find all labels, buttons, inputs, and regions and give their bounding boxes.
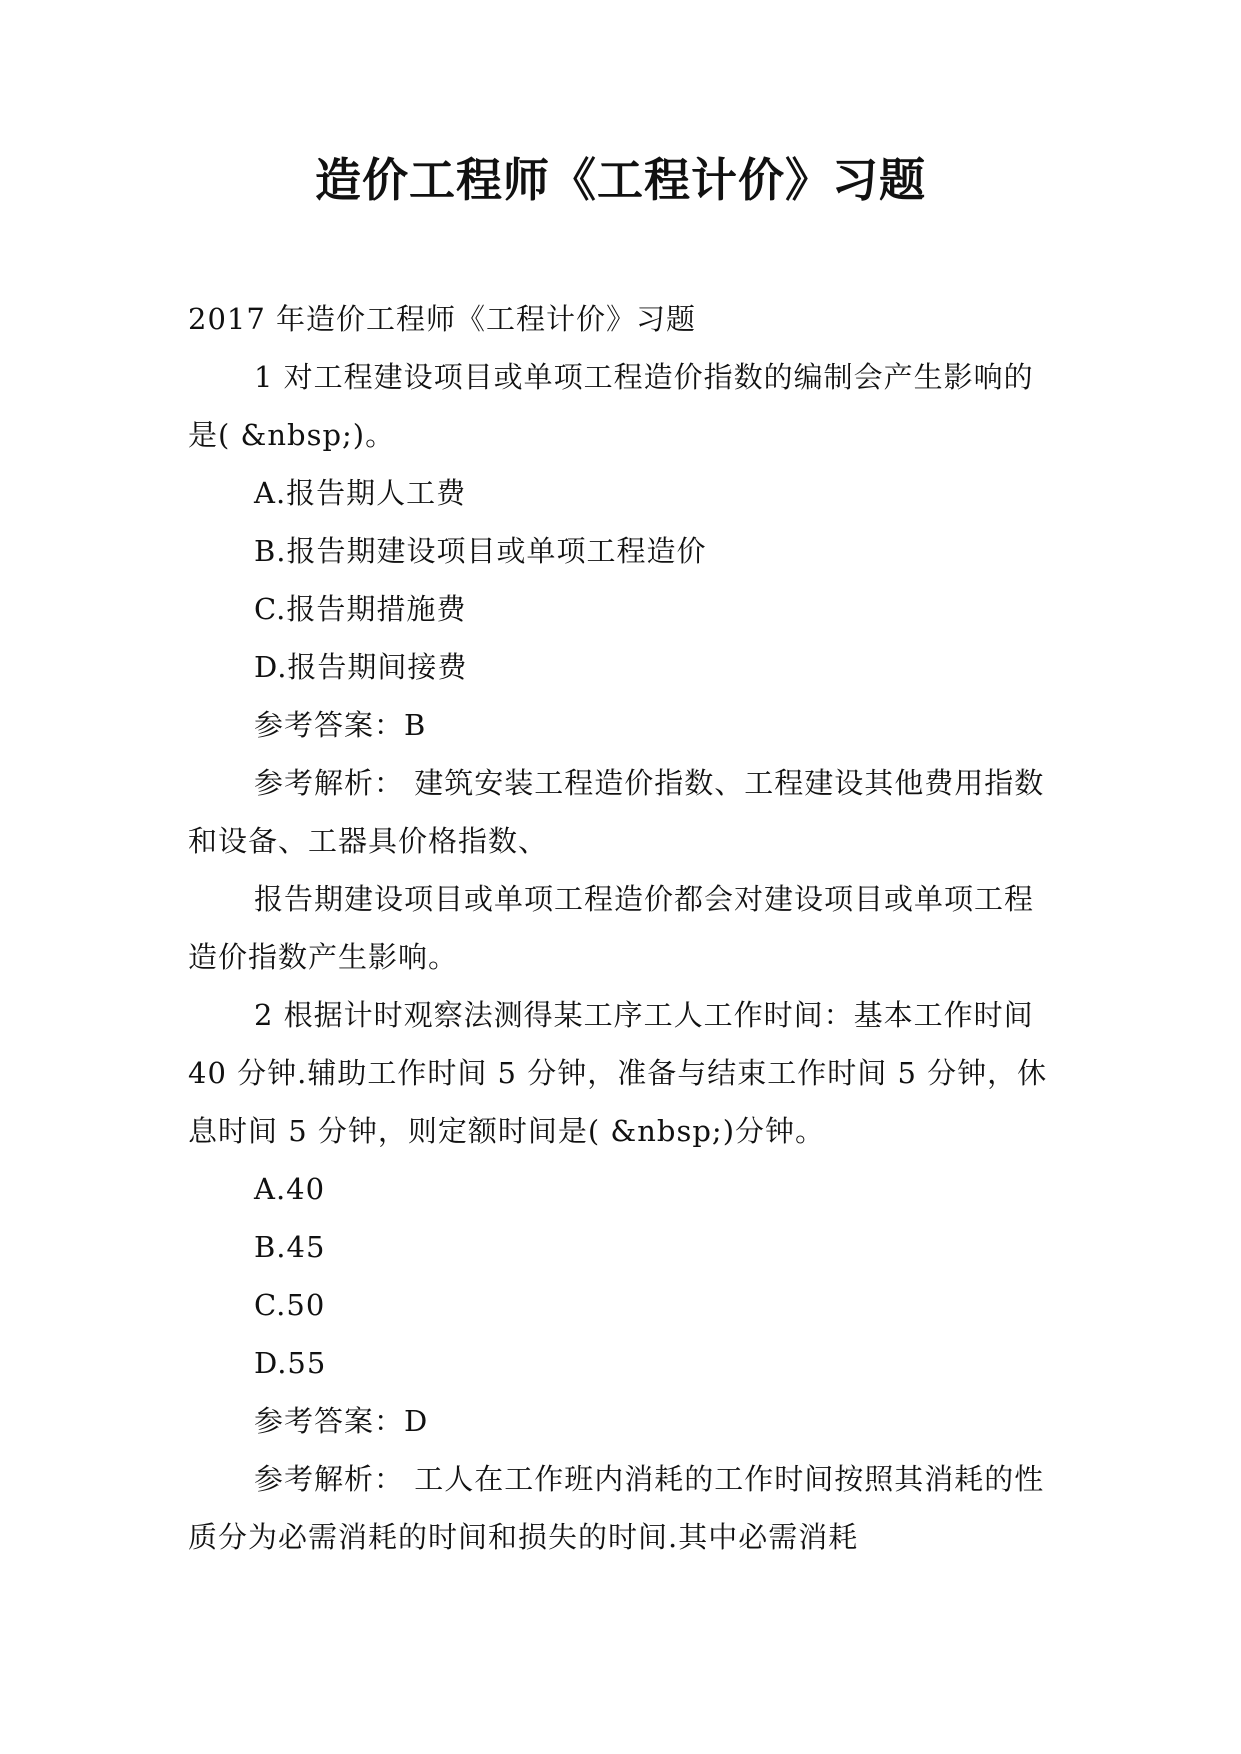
document-title: 造价工程师《工程计价》习题 xyxy=(315,153,926,207)
question-1-analysis-continued: 报告期建设项目或单项工程造价都会对建设项目或单项工程造价指数产生影响。 xyxy=(188,882,1035,974)
question-2-option-c: C.50 xyxy=(254,1288,326,1322)
question-2-answer: 参考答案：D xyxy=(254,1404,429,1438)
question-1-option-c: C.报告期措施费 xyxy=(254,592,467,626)
document-body xyxy=(188,290,1058,1566)
question-2-option-d: D.55 xyxy=(254,1346,327,1380)
question-1-answer: 参考答案：B xyxy=(254,708,427,742)
question-1-option-d: D.报告期间接费 xyxy=(254,650,468,684)
question-2-stem: 2 根据计时观察法测得某工序工人工作时间：基本工作时间 40 分钟.辅助工作时间 5 分钟，准备与结束工作时间 5 分钟，休息时间 5 分钟，则定额时间是( &nbsp;)分钟。 xyxy=(188,998,1048,1148)
question-1-stem: 1 对工程建设项目或单项工程造价指数的编制会产生影响的是( &nbsp;)。 xyxy=(188,360,1034,452)
question-2-option-a: A.40 xyxy=(254,1172,326,1206)
question-2-option-b: B.45 xyxy=(254,1230,326,1264)
document-subtitle: 2017 年造价工程师《工程计价》习题 xyxy=(188,302,697,336)
question-1-analysis: 参考解析： 建筑安装工程造价指数、工程建设其他费用指数和设备、工器具价格指数、 xyxy=(188,766,1045,858)
question-2-analysis: 参考解析： 工人在工作班内消耗的工作时间按照其消耗的性质分为必需消耗的时间和损失的时间.其中必需消耗 xyxy=(188,1462,1045,1554)
question-1-option-a: A.报告期人工费 xyxy=(254,476,467,510)
question-1 xyxy=(188,348,1058,986)
question-2 xyxy=(188,986,1058,1566)
question-1-option-b: B.报告期建设项目或单项工程造价 xyxy=(254,534,707,568)
